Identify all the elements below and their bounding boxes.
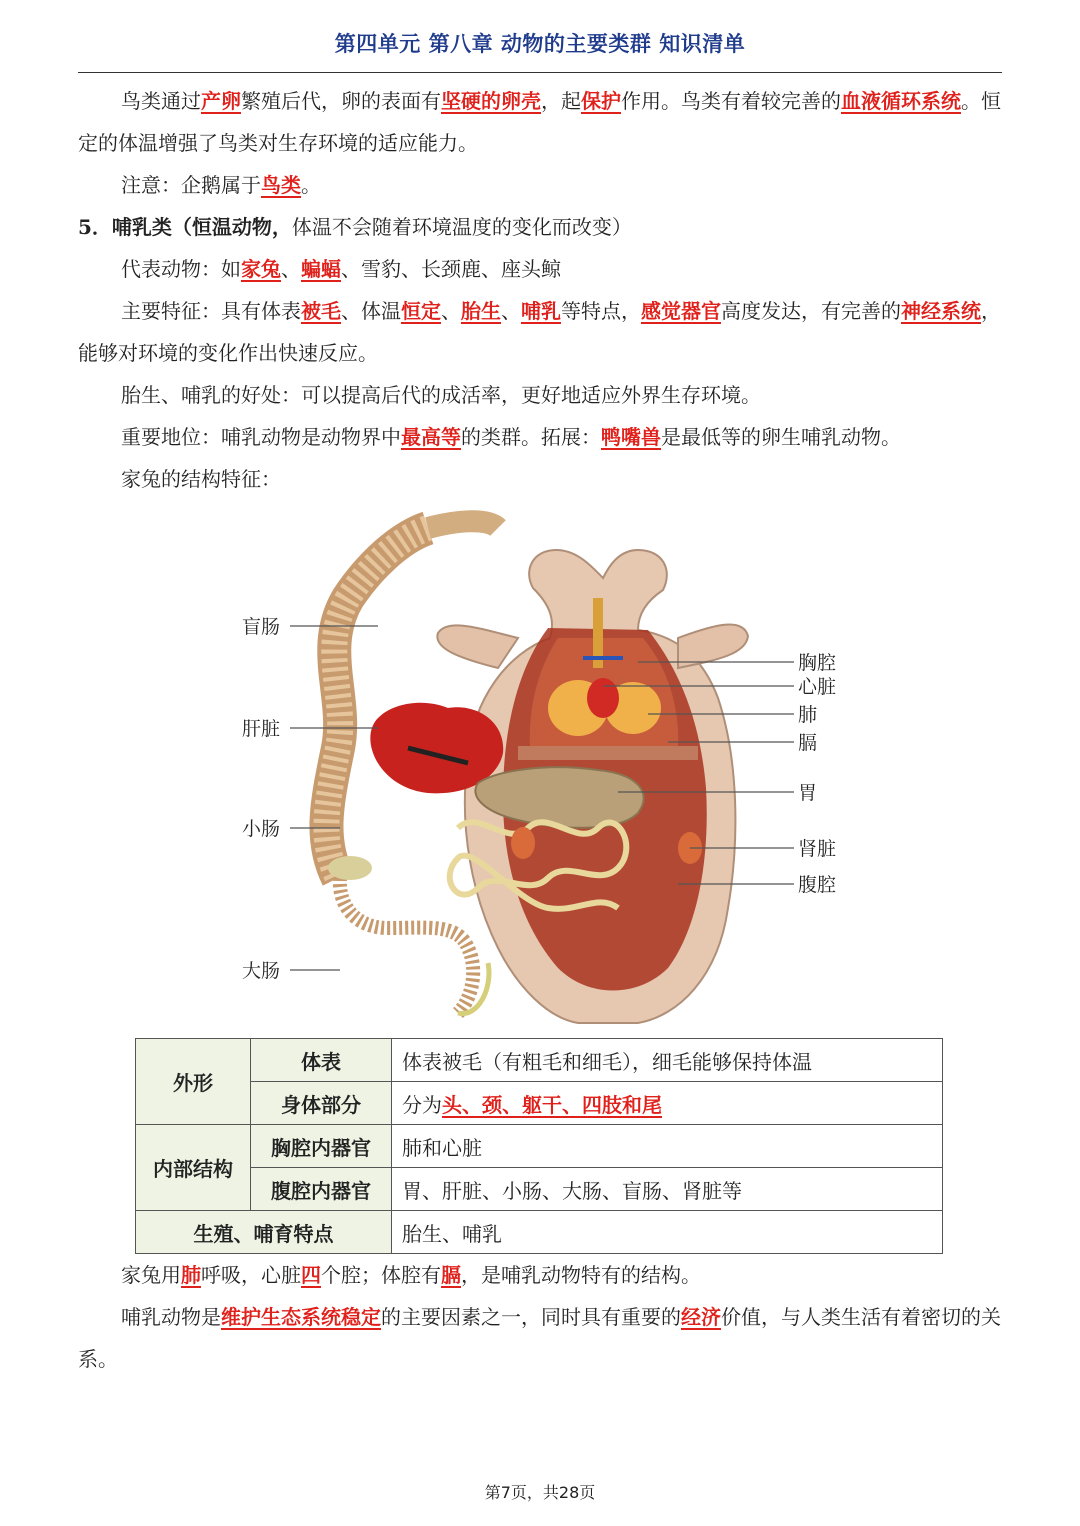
- text: 繁殖后代，卵的表面有: [241, 89, 441, 113]
- keyword: 产卵: [201, 89, 241, 113]
- label-kidney: 肾脏: [798, 838, 837, 860]
- row-value: 胃、肝脏、小肠、大肠、盲肠、肾脏等: [392, 1168, 943, 1211]
- rabbit-structure-table: [135, 1038, 943, 1254]
- page-header-title: 第四单元 第八章 动物的主要类群 知识清单: [334, 32, 746, 56]
- keyword: 家兔: [241, 257, 281, 281]
- text: 、: [281, 257, 301, 281]
- heading-text: 体温不会随着环境温度的变化而改变）: [291, 215, 632, 239]
- row-value: 体表被毛（有粗毛和细毛），细毛能够保持体温: [392, 1039, 943, 1082]
- text: 注意：企鹅属于: [121, 173, 261, 197]
- label-caecum: 盲肠: [242, 616, 281, 638]
- bird-note: [78, 164, 1002, 206]
- keyword: 坚硬的卵壳: [441, 89, 541, 113]
- keyword: 哺乳: [521, 299, 561, 323]
- keyword: 血液循环系统: [841, 89, 961, 113]
- row-key: 生殖、哺育特点: [136, 1211, 392, 1254]
- text: 等特点，: [561, 299, 641, 323]
- text: 。: [301, 173, 321, 197]
- table-row: [136, 1039, 943, 1082]
- label-abdominal-cavity: 腹腔: [798, 874, 837, 896]
- heading-bold: 5．哺乳类（恒温动物，: [78, 215, 292, 239]
- text: 的主要因素之一，同时具有重要的: [381, 1305, 681, 1329]
- text: 个腔；体腔有: [321, 1263, 441, 1287]
- group-outer: 外形: [136, 1039, 251, 1125]
- row-value: [392, 1082, 943, 1125]
- keyword: 经济: [681, 1305, 721, 1329]
- label-large-intestine: 大肠: [242, 960, 281, 982]
- text: ，起: [541, 89, 581, 113]
- mammal-importance: [78, 1296, 1002, 1380]
- keyword: 维护生态系统稳定: [221, 1305, 381, 1329]
- keyword: 鸟类: [261, 173, 301, 197]
- row-key: 身体部分: [251, 1082, 392, 1125]
- label-leader-lines: [78, 508, 1002, 1038]
- row-key: 胸腔内器官: [251, 1125, 392, 1168]
- text: 作用。鸟类有着较完善的: [621, 89, 841, 113]
- label-liver: 肝脏: [242, 718, 281, 740]
- mammal-benefit: 胎生、哺乳的好处：可以提高后代的成活率，更好地适应外界生存环境。: [121, 383, 761, 407]
- text: 主要特征：具有体表: [121, 299, 301, 323]
- text: 鸟类通过: [121, 89, 201, 113]
- text: 分为: [402, 1092, 442, 1117]
- text: 代表动物：如: [121, 257, 241, 281]
- table-row: [136, 1211, 943, 1254]
- row-key: 体表: [251, 1039, 392, 1082]
- main-content: [78, 80, 1002, 1038]
- text: 价值，与人类生活有着密切的关系。: [78, 1305, 1001, 1371]
- rabbit-summary: [78, 1254, 1002, 1296]
- table-row: [136, 1082, 943, 1125]
- text: 。恒定的体温增强了鸟类对生存环境的适应能力。: [78, 89, 1001, 155]
- label-lung: 肺: [798, 704, 818, 726]
- text: ，能够对环境的变化作出快速反应。: [78, 299, 1001, 365]
- text: 呼吸，心脏: [201, 1263, 301, 1287]
- rabbit-intro: 家兔的结构特征：: [121, 467, 281, 491]
- keyword: 膈: [441, 1263, 461, 1287]
- text: 高度发达，有完善的: [721, 299, 901, 323]
- text: 重要地位：哺乳动物是动物界中: [121, 425, 401, 449]
- text: 、体温: [341, 299, 401, 323]
- bird-paragraph: [78, 80, 1002, 164]
- label-stomach: 胃: [798, 782, 818, 804]
- keyword: 肺: [181, 1263, 201, 1287]
- label-heart: 心脏: [798, 676, 837, 698]
- mammal-status: [78, 416, 1002, 458]
- rabbit-anatomy-figure: [78, 508, 1002, 1038]
- table-row: [136, 1125, 943, 1168]
- label-thoracic-cavity: 胸腔: [798, 652, 837, 674]
- keyword: 鸭嘴兽: [601, 425, 661, 449]
- keyword: 被毛: [301, 299, 341, 323]
- row-key: 腹腔内器官: [251, 1168, 392, 1211]
- keyword: 头、颈、躯干、四肢和尾: [442, 1092, 662, 1117]
- mammal-representatives: [78, 248, 1002, 290]
- keyword: 感觉器官: [641, 299, 721, 323]
- header-divider: [78, 72, 1002, 73]
- text: 、雪豹、长颈鹿、座头鲸: [341, 257, 561, 281]
- page-number: 第7页，共28页: [484, 1483, 596, 1502]
- text: 、: [441, 299, 461, 323]
- keyword: 保护: [581, 89, 621, 113]
- label-small-intestine: 小肠: [242, 818, 281, 840]
- row-value: 胎生、哺乳: [392, 1211, 943, 1254]
- keyword: 恒定: [401, 299, 441, 323]
- keyword: 神经系统: [901, 299, 981, 323]
- keyword: 胎生: [461, 299, 501, 323]
- row-value: 肺和心脏: [392, 1125, 943, 1168]
- text: 是最低等的卵生哺乳动物。: [661, 425, 901, 449]
- keyword: 四: [301, 1263, 321, 1287]
- group-inner: 内部结构: [136, 1125, 251, 1211]
- text: 家兔用: [121, 1263, 181, 1287]
- text: 哺乳动物是: [121, 1305, 221, 1329]
- text: 的类群。拓展：: [461, 425, 601, 449]
- label-diaphragm: 膈: [798, 732, 818, 754]
- mammal-heading: [78, 206, 1002, 248]
- keyword: 最高等: [401, 425, 461, 449]
- closing-section: [78, 1254, 1002, 1380]
- text: 、: [501, 299, 521, 323]
- keyword: 蝙蝠: [301, 257, 341, 281]
- text: ，是哺乳动物特有的结构。: [461, 1263, 701, 1287]
- mammal-features: [78, 290, 1002, 374]
- table-row: [136, 1168, 943, 1211]
